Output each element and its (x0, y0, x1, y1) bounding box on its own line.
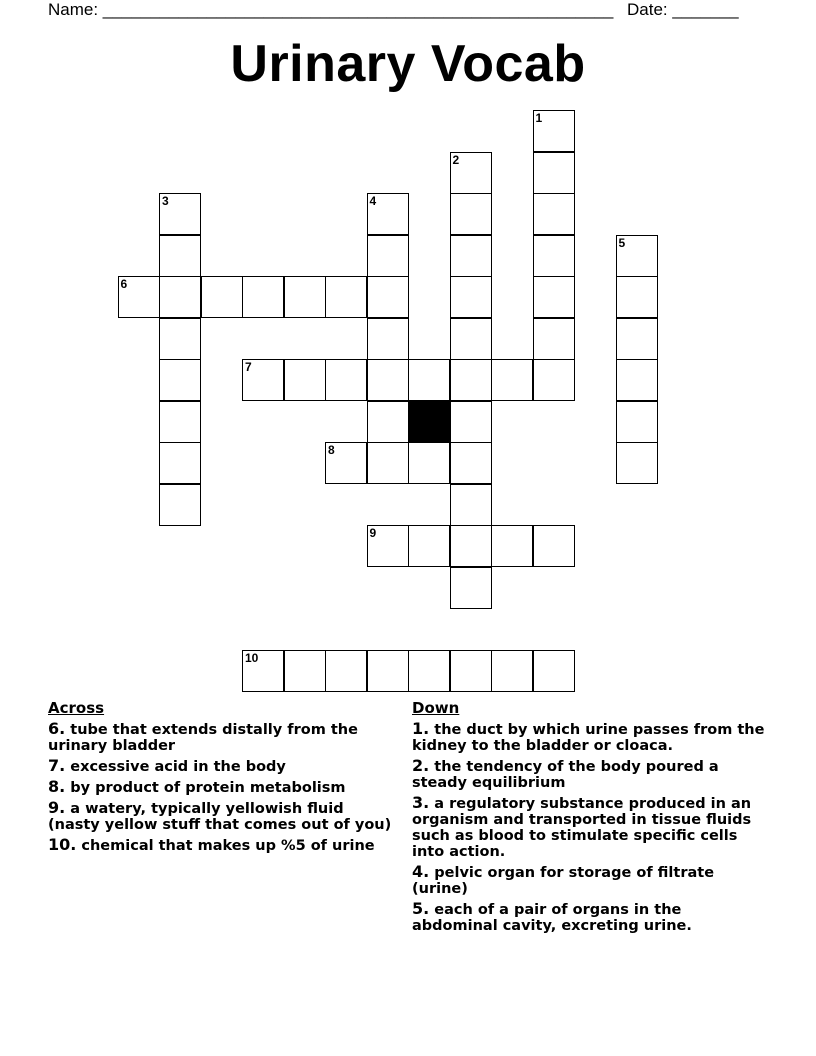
grid-cell (367, 650, 409, 692)
grid-cell (450, 152, 492, 194)
grid-cell (118, 276, 160, 318)
grid-cell (616, 276, 658, 318)
grid-cell (367, 401, 409, 443)
grid-cell (450, 442, 492, 484)
grid-cell (408, 359, 450, 401)
grid-cell (367, 235, 409, 277)
across-clue: 10. chemical that makes up %5 of urine (48, 835, 375, 854)
down-heading: Down (412, 699, 460, 717)
grid-cell (533, 318, 575, 360)
grid-cell (367, 276, 409, 318)
grid-cell (242, 276, 284, 318)
grid-cell (159, 276, 201, 318)
grid-cell (533, 152, 575, 194)
page-title: Urinary Vocab (230, 35, 586, 93)
grid-cell (325, 650, 367, 692)
grid-cell (533, 359, 575, 401)
grid-cell (450, 401, 492, 443)
grid-cell (242, 359, 284, 401)
grid-cell (450, 484, 492, 526)
down-clue: 4. pelvic organ for storage of filtrate (urine) (412, 862, 715, 897)
across-clue: 7. excessive acid in the body (48, 756, 286, 775)
grid-cell (408, 442, 450, 484)
down-clue: 5. each of a pair of organs in the abdominal cavity, excreting urine. (412, 899, 692, 934)
grid-cell (159, 318, 201, 360)
grid-cell (367, 359, 409, 401)
clue-number: 1 (535, 111, 543, 125)
grid-cell (616, 235, 658, 277)
grid-cell (367, 318, 409, 360)
grid-cell (159, 442, 201, 484)
grid-cell (284, 359, 326, 401)
grid-cell (616, 401, 658, 443)
grid-cell (616, 359, 658, 401)
grid-cell (159, 359, 201, 401)
grid-cell (533, 650, 575, 692)
date-field: Date: _______ (627, 0, 739, 19)
grid-cell (367, 193, 409, 235)
down-clue: 1. the duct by which urine passes from the kidney to the bladder or cloaca. (412, 719, 765, 754)
grid-cell (159, 484, 201, 526)
clue-number: 6 (120, 277, 128, 291)
grid-cell (450, 276, 492, 318)
clue-number: 3 (162, 194, 169, 208)
grid-cell (408, 650, 450, 692)
grid-cell (159, 401, 201, 443)
down-clues (412, 700, 772, 938)
grid-cell (450, 318, 492, 360)
clue-number: 4 (369, 194, 377, 208)
grid-cell (408, 525, 450, 567)
grid-cell (450, 525, 492, 567)
clue-number: 2 (452, 152, 460, 167)
grid-block (408, 401, 450, 443)
grid-cell (491, 359, 533, 401)
grid-cell (533, 276, 575, 318)
grid-cell (450, 359, 492, 401)
across-clue: 8. by product of protein metabolism (48, 777, 346, 796)
grid-cell (159, 235, 201, 277)
grid-cell (533, 193, 575, 235)
down-clue: 2. the tendency of the body poured a steady equilibrium (412, 756, 719, 791)
across-clue: 6. tube that extends distally from the urinary bladder (48, 719, 358, 754)
grid-cell (367, 525, 409, 567)
grid-cell (450, 193, 492, 235)
grid-cell (450, 235, 492, 277)
across-clues (48, 700, 393, 858)
grid-cell (450, 567, 492, 609)
clue-number: 10 (245, 650, 259, 665)
grid-cell (284, 650, 326, 692)
grid-cell (367, 442, 409, 484)
grid-cell (533, 235, 575, 277)
grid-cell (325, 359, 367, 401)
grid-cell (325, 442, 367, 484)
grid-cell (242, 650, 284, 692)
clue-number: 7 (245, 360, 252, 374)
clue-number: 9 (369, 526, 377, 540)
grid-cell (325, 276, 367, 318)
across-clue: 9. a watery, typically yellowish fluid (nasty yellow stuff that comes out of you) (48, 798, 392, 833)
across-heading: Across (48, 699, 105, 717)
clue-number: 8 (328, 443, 335, 457)
grid-cell (450, 650, 492, 692)
grid-cell (616, 318, 658, 360)
grid-cell (533, 110, 575, 152)
grid-cell (201, 276, 243, 318)
clue-number: 5 (618, 235, 626, 250)
grid-cell (533, 525, 575, 567)
grid-cell (491, 650, 533, 692)
grid-cell (284, 276, 326, 318)
grid-cell (491, 525, 533, 567)
grid-cell (159, 193, 201, 235)
grid-cell (616, 442, 658, 484)
name-field: Name: ______________________________________________________ (48, 0, 614, 19)
down-clue: 3. a regulatory substance produced in an organism and transported in tissue fluids such as blood to stimulate specific cells into action. (412, 793, 752, 860)
